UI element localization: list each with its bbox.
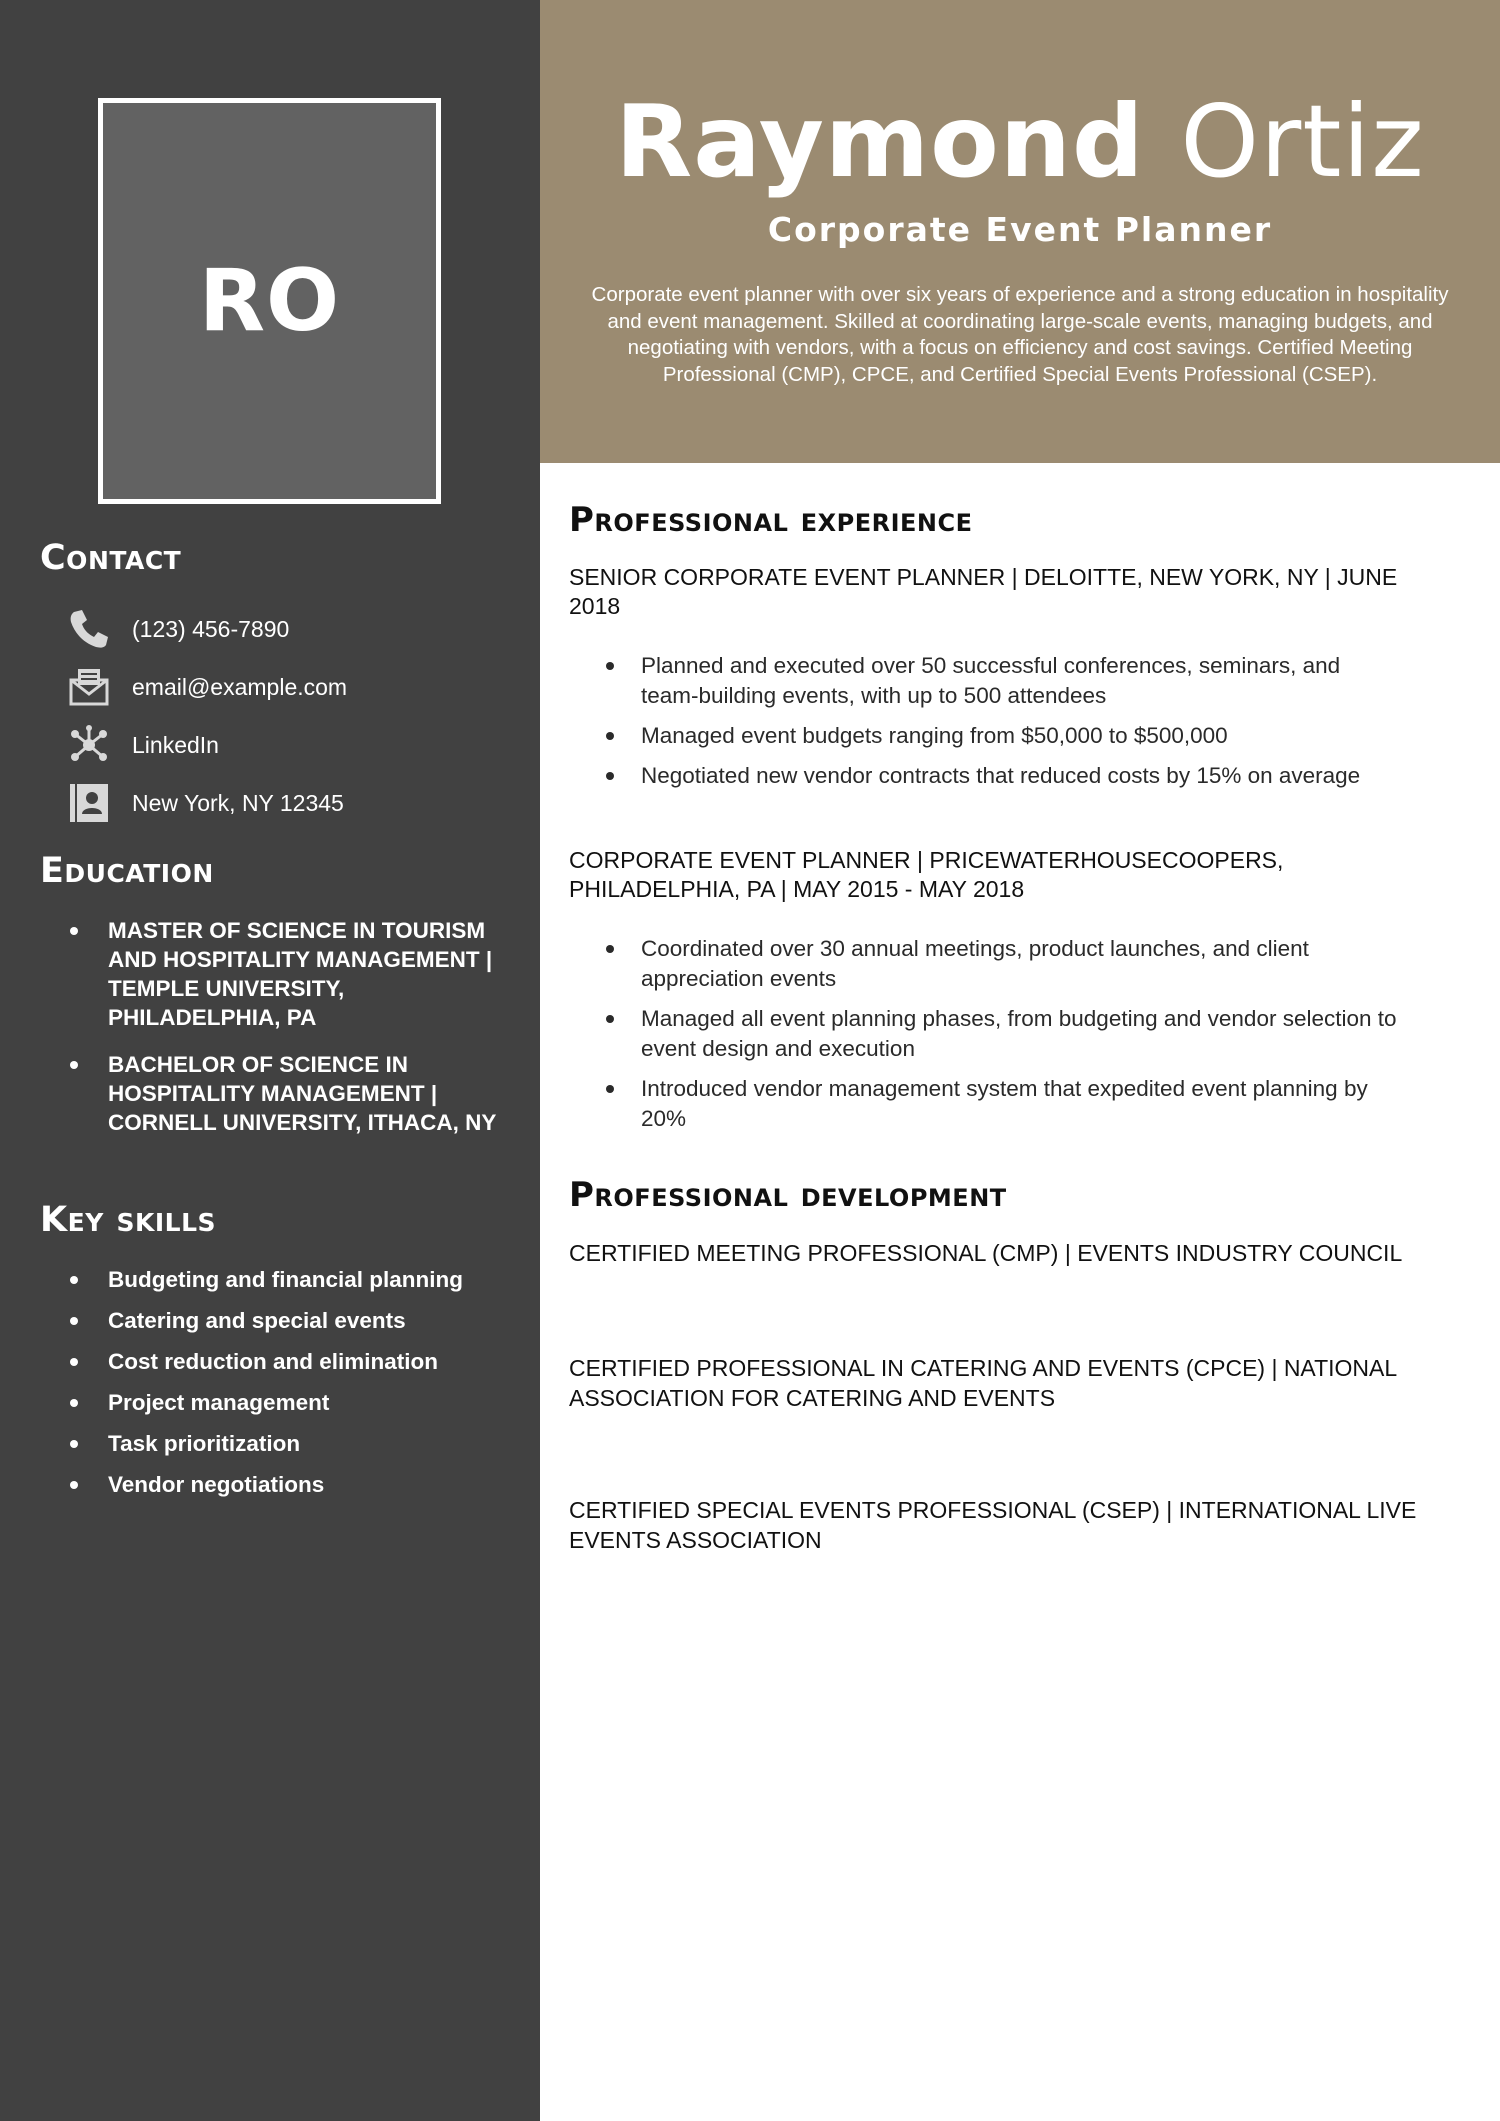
job-entry bbox=[569, 846, 1429, 1144]
skill-item: Budgeting and financial planning bbox=[66, 1265, 516, 1306]
skill-item: Vendor negotiations bbox=[66, 1470, 516, 1511]
monogram: RO bbox=[198, 251, 341, 351]
contact-linkedin-text: LinkedIn bbox=[132, 731, 219, 758]
network-icon bbox=[66, 722, 112, 768]
phone-icon bbox=[66, 606, 112, 652]
contact-phone-text: (123) 456-7890 bbox=[132, 615, 290, 642]
development-heading: Professional development bbox=[569, 1175, 1007, 1215]
full-name bbox=[540, 82, 1500, 202]
job-bullet: Coordinated over 30 annual meetings, product launches, and client appreciation events bbox=[569, 934, 1401, 994]
job-bullet: Introduced vendor management system that expedited event planning by 20% bbox=[569, 1074, 1401, 1134]
contact-email bbox=[66, 658, 506, 716]
skill-item: Task prioritization bbox=[66, 1429, 516, 1470]
first-name: Raymond bbox=[615, 83, 1145, 200]
contact-phone bbox=[66, 600, 506, 658]
job-bullets bbox=[569, 934, 1429, 1134]
job-bullet: Managed event budgets ranging from $50,000 to $500,000 bbox=[569, 721, 1401, 751]
certification-item: CERTIFIED SPECIAL EVENTS PROFESSIONAL (CSEP) | INTERNATIONAL LIVE EVENTS ASSOCIATION bbox=[569, 1497, 1417, 1553]
contact-email-text: email@example.com bbox=[132, 673, 348, 700]
education-heading: Education bbox=[40, 851, 214, 891]
header-banner bbox=[540, 0, 1500, 463]
job-title: Corporate Event Planner bbox=[767, 210, 1273, 249]
skill-item: Catering and special events bbox=[66, 1306, 516, 1347]
job-entry bbox=[569, 563, 1429, 801]
education-list bbox=[66, 916, 516, 1155]
contact-location-text: New York, NY 12345 bbox=[132, 789, 344, 816]
summary: Corporate event planner with over six years of experience and a strong education in hospitality and event management. Skilled at coordinating large-scale events, managing budgets, and negotiating with vendors, with a focus on efficiency and cost savings. Certified Meeting Professional (CMP), CPCE, and Certified Special Events Professional (CSEP). bbox=[591, 283, 1449, 386]
job-header: SENIOR CORPORATE EVENT PLANNER | DELOITTE, NEW YORK, NY | JUNE 2018 bbox=[569, 564, 1398, 619]
sidebar bbox=[0, 0, 540, 2121]
skill-item: Cost reduction and elimination bbox=[66, 1347, 516, 1388]
contact-linkedin bbox=[66, 716, 506, 774]
last-name: Ortiz bbox=[1180, 83, 1425, 200]
job-bullet: Planned and executed over 50 successful conferences, seminars, and team-building events, with up to 500 attendees bbox=[569, 651, 1401, 711]
monogram-box bbox=[98, 98, 441, 504]
certification-item: CERTIFIED MEETING PROFESSIONAL (CMP) | EVENTS INDUSTRY COUNCIL bbox=[569, 1240, 1403, 1266]
education-item: BACHELOR OF SCIENCE IN HOSPITALITY MANAGEMENT | CORNELL UNIVERSITY, ITHACA, NY bbox=[66, 1050, 516, 1137]
job-bullet: Negotiated new vendor contracts that reduced costs by 15% on average bbox=[569, 761, 1401, 791]
envelope-icon bbox=[66, 664, 112, 710]
contact-location bbox=[66, 774, 506, 832]
job-bullets bbox=[569, 651, 1429, 791]
skills-list bbox=[66, 1265, 516, 1511]
certification-item: CERTIFIED PROFESSIONAL IN CATERING AND EVENTS (CPCE) | NATIONAL ASSOCIATION FOR CATERING AND EVENTS bbox=[569, 1355, 1397, 1411]
address-book-icon bbox=[66, 780, 112, 826]
education-item: MASTER OF SCIENCE IN TOURISM AND HOSPITALITY MANAGEMENT | TEMPLE UNIVERSITY, PHILADELPHIA, PA bbox=[66, 916, 516, 1032]
job-bullet: Managed all event planning phases, from budgeting and vendor selection to event design and execution bbox=[569, 1004, 1401, 1064]
skill-item: Project management bbox=[66, 1388, 516, 1429]
skills-heading: Key skills bbox=[40, 1200, 217, 1240]
job-header: CORPORATE EVENT PLANNER | PRICEWATERHOUSECOOPERS, PHILADELPHIA, PA | MAY 2015 - MAY 2018 bbox=[569, 847, 1284, 902]
contact-list bbox=[66, 600, 506, 832]
experience-heading: Professional experience bbox=[569, 500, 973, 540]
contact-heading: Contact bbox=[40, 538, 182, 578]
